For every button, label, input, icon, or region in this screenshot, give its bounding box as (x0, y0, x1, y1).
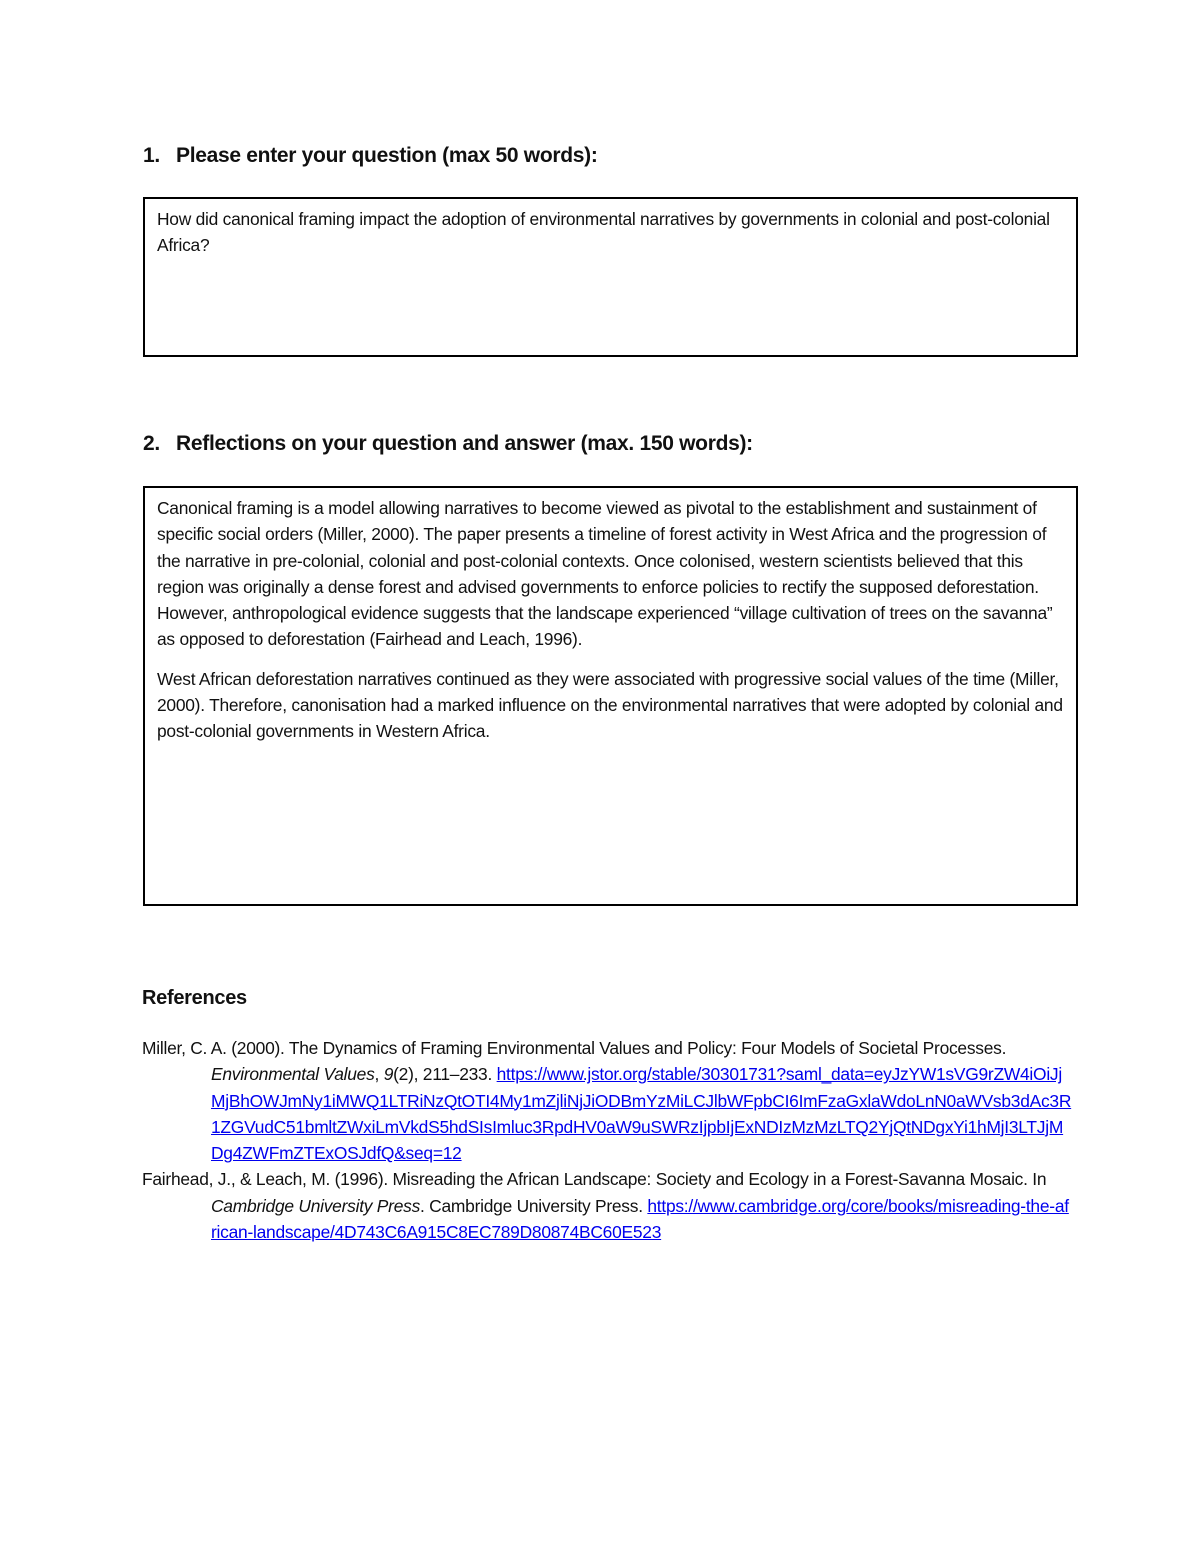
reference-text: (2), 211–233. (393, 1064, 497, 1085)
reflection-paragraph-1: Canonical framing is a model allowing narratives to become viewed as pivotal to the establishment and sustainment of specific social orders (Miller, 2000). The paper presents a timeline of forest activity in West Africa and the progression of the narrative in pre-colonial, colonial and post-colonial contexts. Once colonised, western scientists believed that this region was originally a dense forest and advised governments to enforce policies to rectify the supposed deforestation. However, anthropological evidence suggests that the landscape experienced “village cultivation of trees on the savanna” as opposed to deforestation (Fairhead and Leach, 1996). (157, 498, 1053, 650)
reflection-box[interactable] (143, 486, 1078, 906)
question-heading (143, 144, 598, 168)
references-title: References (142, 987, 247, 1009)
reference-link-jstor[interactable]: https://www.jstor.org/stable/30301731?saml_data=eyJzYW1sVG9rZW4iOiJjMjBhOWJmNy1iMWQ1LTRiNzQtOTI4My1mZjliNjJiODBmYzMiLCJlbWFpbCI6ImFzaGxlaWdoLnN0aWVsb3dAc3R1ZGVudC51bmltZWxiLmVkdS5hdSIsImluc3RpdHV0aW9uSWRzIjpbIjExNDIzMzMzLTQ2YjQtNDgxYi1hMjI3LTJjMDg4ZWFmZTExOSJdfQ&seq=12 (211, 1064, 1072, 1164)
reference-item-miller (142, 1035, 1072, 1166)
reflection-paragraph-2: West African deforestation narratives continued as they were associated with progressive social values of the time (Miller, 2000). Therefore, canonisation had a marked influence on the environmental narratives that were adopted by colonial and post-colonial governments in Western Africa. (157, 668, 1063, 742)
reference-text: Miller, C. A. (2000). The Dynamics of Framing Environmental Values and Policy: Four Models of Societal Processes. (142, 1038, 1007, 1058)
reference-publisher: Cambridge University Press (211, 1195, 421, 1216)
reflection-heading-text: Reflections on your question and answer (max. 150 words): (176, 432, 753, 455)
reference-journal: Environmental Values (211, 1064, 375, 1085)
references-list (142, 1035, 1072, 1245)
reflection-number: 2. (143, 432, 160, 455)
reference-text: Fairhead, J., & Leach, M. (1996). Misreading the African Landscape: Society and Ecology in a Forest-Savanna Mosaic. In (142, 1169, 1047, 1190)
question-text: How did canonical framing impact the adoption of environmental narratives by governments in colonial and post-colonial Africa? (157, 209, 1050, 256)
reference-volume: 9 (383, 1064, 394, 1085)
reflection-heading (143, 432, 753, 456)
question-number: 1. (143, 144, 160, 167)
question-heading-text: Please enter your question (max 50 words): (176, 144, 598, 167)
reference-text: , (374, 1064, 384, 1085)
reference-text: . Cambridge University Press. (420, 1195, 648, 1216)
reference-link-cambridge[interactable]: https://www.cambridge.org/core/books/misreading-the-african-landscape/4D743C6A915C8EC789D80874BC60E523 (211, 1195, 1069, 1243)
question-box[interactable] (143, 197, 1078, 357)
reference-item-fairhead (142, 1166, 1072, 1245)
